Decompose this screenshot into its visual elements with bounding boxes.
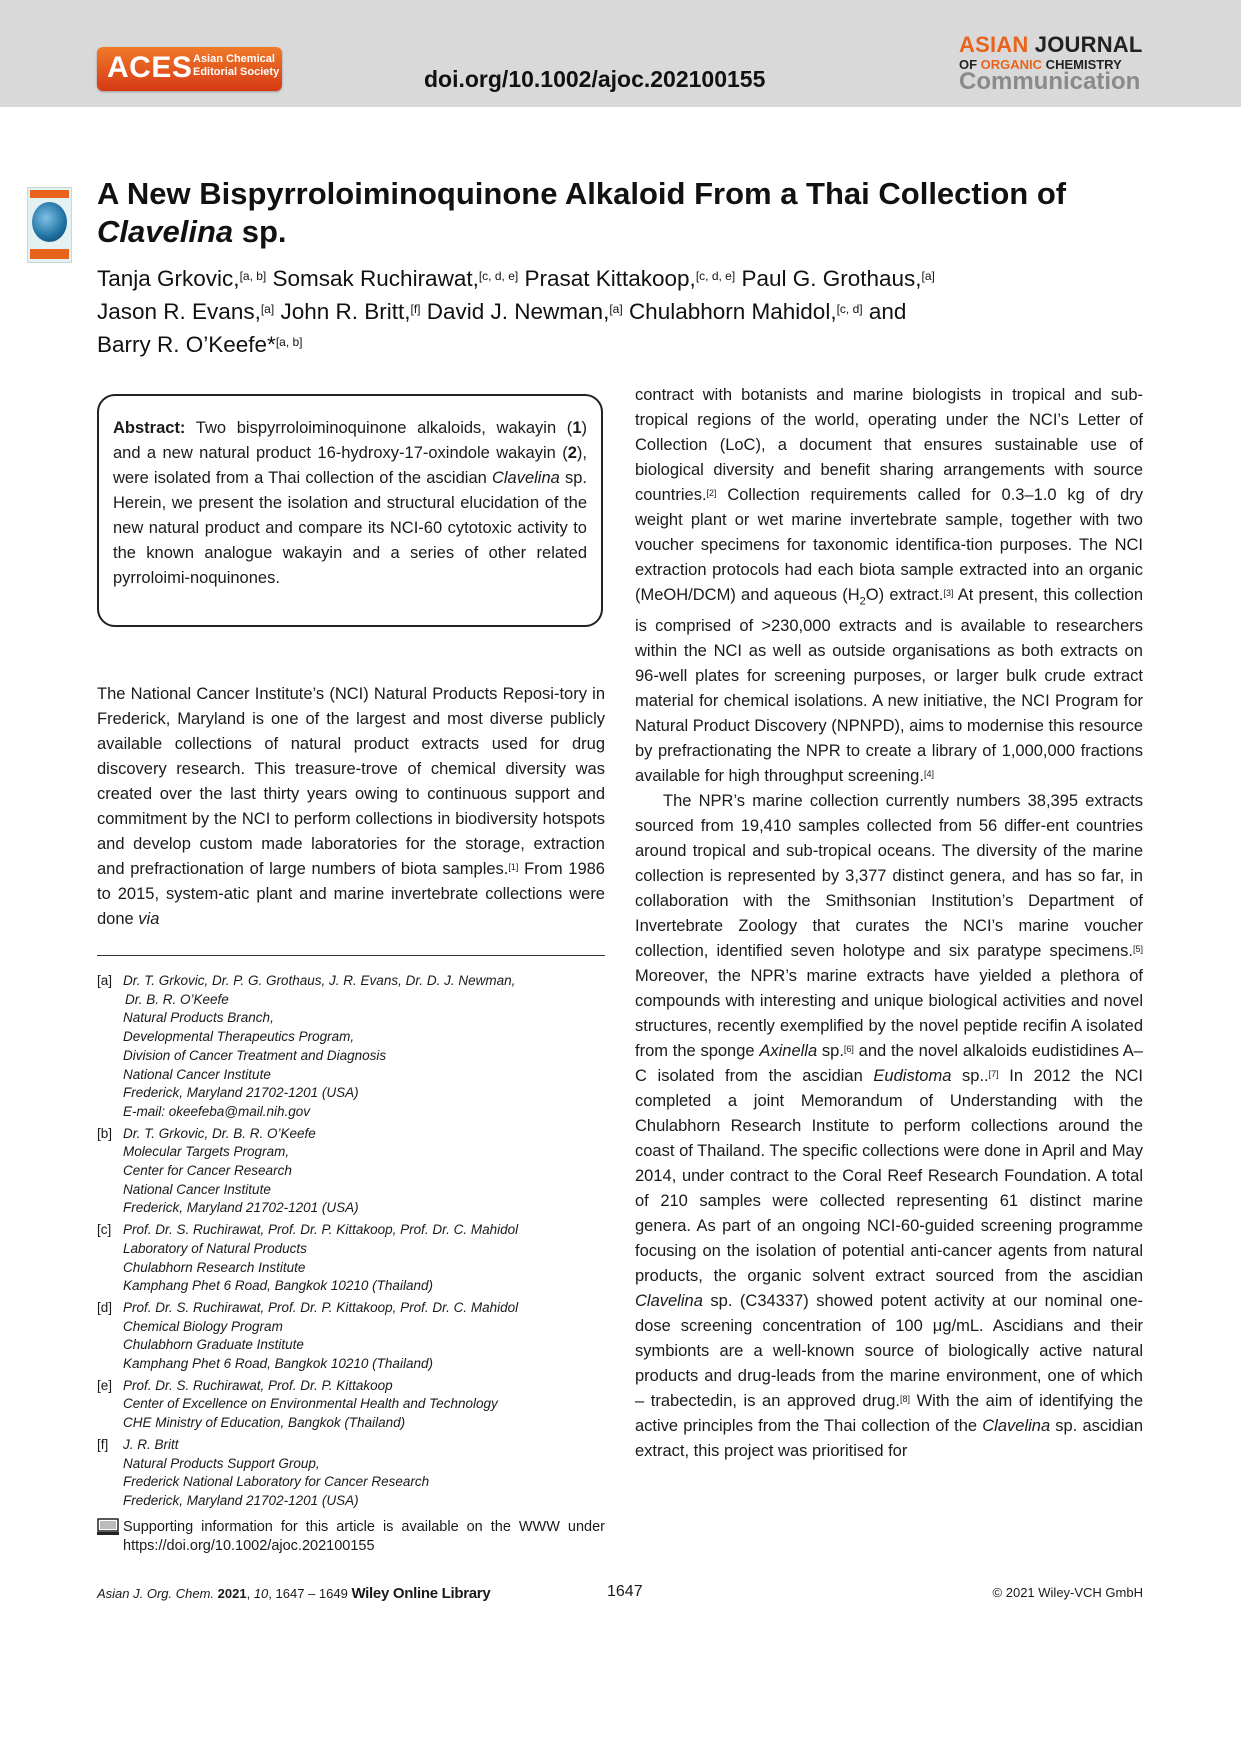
wiley-online-library-link[interactable]: Wiley Online Library (351, 1585, 491, 1602)
citation: Asian J. Org. Chem. 2021, 10, 1647 – 1649 Wiley Online Library (97, 1585, 491, 1602)
aces-logo-text: ACES (107, 51, 193, 84)
body-left-column (97, 682, 605, 932)
body-right-column (635, 383, 1143, 1464)
author: Prasat Kittakoop, (524, 266, 696, 291)
journal-logo: ASIAN JOURNAL OF ORGANIC CHEMISTRY Communication (959, 32, 1143, 95)
author: Chulabhorn Mahidol, (628, 299, 837, 324)
reference-link[interactable]: [3] (943, 588, 954, 598)
page-footer (97, 1583, 1143, 1603)
reference-link[interactable]: [4] (923, 769, 934, 780)
author: Paul G. Grothaus, (741, 266, 922, 291)
copyright: © 2021 Wiley-VCH GmbH (992, 1585, 1143, 1600)
doi-link[interactable]: doi.org/10.1002/ajoc.202100155 (424, 66, 766, 92)
author-list: Tanja Grkovic,[a, b] Somsak Ruchirawat,[c, d, e] Prasat Kittakoop,[c, d, e] Paul G. Grothaus,[a] Jason R. Evans,[a] John R. Britt,[f] David J. Newman,[a] Chulabhorn Mahidol,[c, d] and Barry R. O’Keefe*[a, b] (97, 266, 935, 357)
affiliation-e: [e] Prof. Dr. S. Ruchirawat, Prof. Dr. P. Kittakoop Center of Excellence on Environmental Health and Technology CHE Ministry of Education, Bangkok (Thailand) (97, 1377, 498, 1431)
author: Jason R. Evans, (97, 299, 261, 324)
author: Barry R. O’Keefe* (97, 332, 276, 357)
page-number: 1647 (607, 1583, 643, 1600)
author: Tanja Grkovic, (97, 266, 240, 291)
reference-link[interactable]: [6] (843, 1044, 854, 1055)
computer-icon (97, 1518, 123, 1556)
affiliation-b: [b] Dr. T. Grkovic, Dr. B. R. O’Keefe Molecular Targets Program, Center for Cancer Research National Cancer Institute Frederick, Maryland 21702-1201 (USA) (97, 1125, 359, 1216)
reference-link[interactable]: [1] (508, 862, 519, 872)
body-paragraph: The National Cancer Institute’s (NCI) Natural Products Reposi-tory in Frederick, Maryland is one of the largest and most diverse publicly available collections of natural product extracts used for drug discovery research. This treasure-trove of chemical diversity was created over the last thirty years owing to continuous support and commitment by the NCI to perform collections in biodiversity hotspots and develop custom made laboratories for the storage, extraction and prefractionation of large numbers of biota samples.[1] From 1986 to 2015, system-atic plant and marine invertebrate collections were done via (97, 685, 605, 928)
author-conjunction: and (868, 299, 907, 324)
reference-link[interactable]: [7] (988, 1069, 999, 1080)
body-paragraph: contract with botanists and marine biologists in tropical and sub-tropical regions of the world, operating under the NCI’s Letter of Collection (LoC), a document that ensures sustainable use of biological diversity and benefit sharing arrangements with source countries.[2] Collection requirements called for 0.3–1.0 kg of dry weight plant or wet marine invertebrate sample, together with two voucher specimens for taxonomic identifica-tion purposes. The NCI extraction protocols had each biota sample extracted into an organic (MeOH/DCM) and aqueous $(H_2O)$ extract.[3] At present, this collection is comprised of >230,000 extracts and is available to researchers within the NCI as well as outside organisations as both extracts on 96-well plates for screening purposes, or larger bulk crude extract material for chemical isolations. A new initiative, the NCI Program for Natural Product Discovery (NPNPD), aims to modernise this resource by prefractionating the NPR to create a library of 1,000,000 fractions available for high throughput screening.[4] (635, 386, 1144, 786)
author: Somsak Ruchirawat, (272, 266, 479, 291)
author: David J. Newman, (426, 299, 610, 324)
reference-link[interactable]: [8] (899, 1394, 910, 1405)
abstract-text: Abstract: Two bispyrroloiminoquinone alkaloids, wakayin (1) and a new natural product 16-hydroxy-17-oxindole wakayin (2), were isolated from a Thai collection of the ascidian Clavelina sp. Herein, we present the isolation and structural elucidation of the new natural product and compare its NCI-60 cytotoxic activity to the known analogue wakayin and a series of other related pyrroloimi-noquinones. (113, 419, 587, 587)
footnote-divider (97, 955, 605, 956)
aces-logo[interactable] (97, 47, 282, 91)
email-link[interactable]: E-mail: okeefeba@mail.nih.gov (123, 1103, 311, 1119)
affiliation-a: [a] Dr. T. Grkovic, Dr. P. G. Grothaus, J. R. Evans, Dr. D. J. Newman, Dr. B. R. O’Keefe Natural Products Branch, Developmental Therapeutics Program, Division of Cancer Treatment and Diagnosis National Cancer Institute Frederick, Maryland 21702-1201 (USA) E-mail: okeefeba@mail.nih.gov (97, 972, 605, 1122)
article-type: Communication (959, 68, 1141, 95)
affiliation-d: [d] Prof. Dr. S. Ruchirawat, Prof. Dr. P. Kittakoop, Prof. Dr. C. Mahidol Chemical Biology Program Chulabhorn Graduate Institute Kamphang Phet 6 Road, Bangkok 10210 (Thailand) (97, 1299, 519, 1372)
journal-cover-thumbnail (27, 187, 72, 263)
aces-logo-subtitle: Asian Chemical Editorial Society (193, 53, 280, 78)
body-paragraph: The NPR’s marine collection currently numbers 38,395 extracts sourced from 19,410 samples collected from 56 differ-ent countries around tropical and sub-tropical oceans. The diversity of the marine collection is represented by 3,377 distinct genera, and has so far, in collaboration with the Smithsonian Institution’s Department of Invertebrate Zoology that curates the NCI’s marine voucher collection, identified seven holotype and six paratype specimens.[5] Moreover, the NPR’s marine extracts have yielded a plethora of compounds with interesting and unique biological activities and novel structures, recently exemplified by the novel peptide recifin A isolated from the sponge Axinella sp.[6] and the novel alkaloids eudistidines A–C isolated from the ascidian Eudistoma sp..[7] In 2012 the NCI completed a joint Memorandum of Understanding with the Chulabhorn Research Institute to perform collections around the coast of Thailand. The specific collections were done in April and May 2014, under contract to the Coral Reef Research Foundation. A total of 210 samples were collected representing 61 distinct marine genera. As part of an ongoing NCI-60-guided screening programme focusing on the isolation of potential anti-cancer agents from natural products, the organic solvent extract sourced from the ascidian Clavelina sp. (C34337) showed potent activity at our nominal one-dose screening concentration of 100 μg/mL. Ascidians and their symbionts are a well-known source of biologically active natural products and drug-leads from the marine environment, one of which – trabectedin, is an approved drug.[8] With the aim of identifying the active principles from the Thai collection of the Clavelina sp. ascidian extract, this project was prioritised for (635, 792, 1143, 1461)
header-bar (0, 0, 1241, 107)
reference-link[interactable]: [5] (1132, 944, 1143, 955)
abstract-box (97, 394, 603, 627)
article-title: A New Bispyrroloiminoquinone Alkaloid From a Thai Collection of Clavelina sp. (97, 176, 1067, 249)
affiliations (97, 972, 605, 1514)
supporting-info-note (97, 1518, 605, 1556)
affiliation-f: [f] J. R. Britt Natural Products Support Group, Frederick National Laboratory for Cancer Research Frederick, Maryland 21702-1201 (USA) (97, 1436, 430, 1508)
affiliation-c: [c] Prof. Dr. S. Ruchirawat, Prof. Dr. P. Kittakoop, Prof. Dr. C. Mahidol Laboratory of Natural Products Chulabhorn Research Institute Kamphang Phet 6 Road, Bangkok 10210 (Thailand) (97, 1222, 519, 1294)
reference-link[interactable]: [2] (706, 488, 717, 498)
supporting-info-text[interactable]: Supporting information for this article is available on the WWW under https://doi.org/10.1002/ajoc.202100155 (123, 1519, 605, 1554)
author: John R. Britt, (280, 299, 411, 324)
